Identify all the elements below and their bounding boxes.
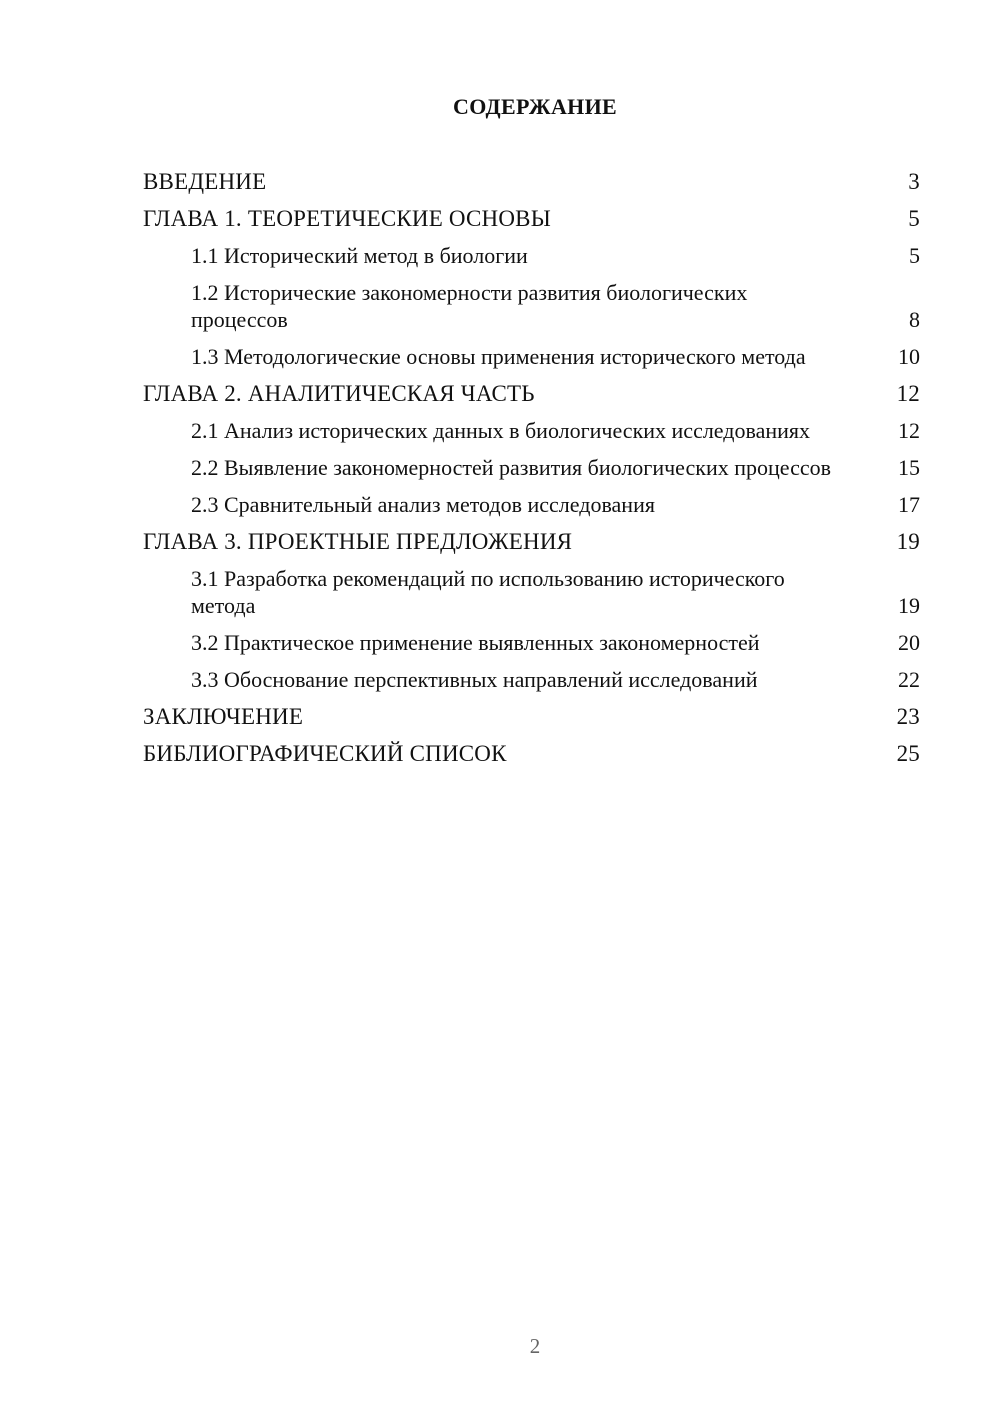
toc-entry-section-2-3[interactable] xyxy=(143,491,920,518)
toc-entry-section-2-2[interactable] xyxy=(143,454,920,481)
toc-entry-page: 5 xyxy=(909,243,920,268)
page-number: 2 xyxy=(529,1334,541,1358)
toc-entry-page: 22 xyxy=(898,667,920,692)
page-title: СОДЕРЖАНИЕ xyxy=(453,94,617,119)
toc-entry-section-1-3[interactable] xyxy=(143,343,920,370)
toc-entry-label: 1.3 Методологические основы применения исторического метода xyxy=(191,344,806,369)
toc-entry-page: 25 xyxy=(896,741,920,766)
toc-entry-section-2-1[interactable] xyxy=(143,417,920,444)
toc-entry-label: ГЛАВА 3. ПРОЕКТНЫЕ ПРЕДЛОЖЕНИЯ xyxy=(143,529,573,554)
toc-entry-label: БИБЛИОГРАФИЧЕСКИЙ СПИСОК xyxy=(143,741,507,766)
toc-entry-label: ЗАКЛЮЧЕНИЕ xyxy=(143,704,304,729)
toc-entry-section-1-1[interactable] xyxy=(143,242,920,269)
toc-entry-label: 3.2 Практическое применение выявленных закономерностей xyxy=(191,630,760,655)
toc-entry-label: 2.2 Выявление закономерностей развития биологических процессов xyxy=(191,455,831,480)
toc-entry-section-3-3[interactable] xyxy=(143,666,920,693)
toc-entry-label: 2.1 Анализ исторических данных в биологических исследованиях xyxy=(191,418,811,443)
toc-entry-chapter-1[interactable] xyxy=(143,205,920,232)
toc-entry-label: ВВЕДЕНИЕ xyxy=(143,169,267,194)
toc-entry-section-3-1[interactable] xyxy=(143,565,920,619)
table-of-contents xyxy=(143,168,920,767)
toc-entry-chapter-2[interactable] xyxy=(143,380,920,407)
toc-entry-label: 3.1 Разработка рекомендаций по использованию исторического метода xyxy=(191,566,785,618)
toc-entry-label: 2.3 Сравнительный анализ методов исследования xyxy=(191,492,655,517)
toc-entry-section-1-2[interactable] xyxy=(143,279,920,333)
toc-entry-label: 3.3 Обоснование перспективных направлений исследований xyxy=(191,667,758,692)
toc-entry-conclusion[interactable] xyxy=(143,703,920,730)
toc-entry-label: ГЛАВА 2. АНАЛИТИЧЕСКАЯ ЧАСТЬ xyxy=(143,381,535,406)
toc-entry-label: 1.2 Исторические закономерности развития биологических процессов xyxy=(191,280,748,332)
toc-entry-page: 5 xyxy=(908,206,920,231)
toc-entry-page: 19 xyxy=(898,593,920,618)
toc-entry-page: 19 xyxy=(896,529,920,554)
toc-entry-bibliography[interactable] xyxy=(143,740,920,767)
toc-entry-page: 15 xyxy=(898,455,920,480)
toc-entry-page: 23 xyxy=(896,704,920,729)
toc-entry-page: 10 xyxy=(898,344,920,369)
toc-entry-page: 8 xyxy=(909,307,920,332)
toc-entry-page: 12 xyxy=(898,418,920,443)
toc-entry-page: 12 xyxy=(896,381,920,406)
toc-entry-page: 20 xyxy=(898,630,920,655)
toc-entry-page: 3 xyxy=(908,169,920,194)
toc-entry-label: ГЛАВА 1. ТЕОРЕТИЧЕСКИЕ ОСНОВЫ xyxy=(143,206,551,231)
toc-entry-section-3-2[interactable] xyxy=(143,629,920,656)
toc-entry-page: 17 xyxy=(898,492,920,517)
toc-entry-introduction[interactable] xyxy=(143,168,920,195)
toc-entry-chapter-3[interactable] xyxy=(143,528,920,555)
toc-entry-label: 1.1 Исторический метод в биологии xyxy=(191,243,528,268)
